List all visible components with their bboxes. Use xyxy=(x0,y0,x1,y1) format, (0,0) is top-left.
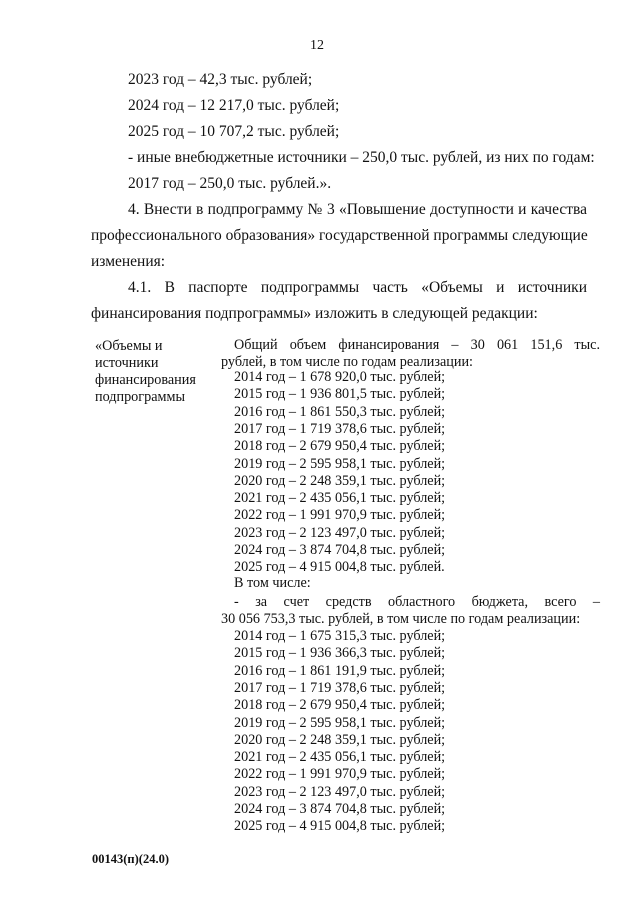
year-row: 2018 год – 2 679 950,4 тыс. рублей; xyxy=(234,697,446,714)
year-row: 2017 год – 1 719 378,6 тыс. рублей; xyxy=(234,679,446,696)
paragraph-line: финансирования подпрограммы» изложить в следующей редакции: xyxy=(91,305,538,322)
paragraph-line: изменения: xyxy=(91,253,166,270)
paragraph-line: профессионального образования» государственной программы следующие xyxy=(91,227,588,244)
year-row: 2025 год – 4 915 004,8 тыс. рублей. xyxy=(234,559,445,576)
year-row: 2015 год – 1 936 801,5 тыс. рублей; xyxy=(234,386,446,403)
table-label: «Объемы и xyxy=(95,338,163,354)
footer-code: 00143(п)(24.0) xyxy=(92,852,169,866)
table-label: подпрограммы xyxy=(95,389,185,405)
year-row: 2015 год – 1 936 366,3 тыс. рублей; xyxy=(234,645,446,662)
table-label: финансирования xyxy=(95,372,196,388)
year-row: 2016 год – 1 861 191,9 тыс. рублей; xyxy=(234,662,446,679)
text-line: 2017 год – 250,0 тыс. рублей.». xyxy=(128,175,332,192)
year-row: 2019 год – 2 595 958,1 тыс. рублей; xyxy=(234,714,446,731)
total-financing-cont: рублей, в том числе по годам реализации: xyxy=(221,354,473,370)
regional-budget-cont: 30 056 753,3 тыс. рублей, в том числе по годам реализации: xyxy=(221,611,581,627)
year-row: 2022 год – 1 991 970,9 тыс. рублей; xyxy=(234,507,446,524)
page-number: 12 xyxy=(310,38,324,53)
incl-label: В том числе: xyxy=(234,575,311,591)
year-row: 2016 год – 1 861 550,3 тыс. рублей; xyxy=(234,403,446,420)
year-row: 2021 год – 2 435 056,1 тыс. рублей; xyxy=(234,490,446,507)
year-row: 2018 год – 2 679 950,4 тыс. рублей; xyxy=(234,438,446,455)
year-row: 2021 год – 2 435 056,1 тыс. рублей; xyxy=(234,749,446,766)
text-line: - иные внебюджетные источники – 250,0 тыс. рублей, из них по годам: xyxy=(128,149,595,166)
year-row: 2014 год – 1 678 920,0 тыс. рублей; xyxy=(234,369,446,385)
year-row: 2025 год – 4 915 004,8 тыс. рублей; xyxy=(234,818,446,835)
year-row: 2022 год – 1 991 970,9 тыс. рублей; xyxy=(234,766,446,783)
year-row: 2020 год – 2 248 359,1 тыс. рублей; xyxy=(234,731,446,748)
text-line: 2025 год – 10 707,2 тыс. рублей; xyxy=(128,123,340,140)
year-row: 2023 год – 2 123 497,0 тыс. рублей; xyxy=(234,783,446,800)
paragraph-line: 4.1. В паспорте подпрограммы часть «Объемы и источники xyxy=(128,279,587,296)
text-line: 2024 год – 12 217,0 тыс. рублей; xyxy=(128,97,340,114)
year-row: 2019 год – 2 595 958,1 тыс. рублей; xyxy=(234,455,446,472)
year-row: 2024 год – 3 874 704,8 тыс. рублей; xyxy=(234,542,446,558)
year-row: 2023 год – 2 123 497,0 тыс. рублей; xyxy=(234,524,446,541)
year-row: 2014 год – 1 675 315,3 тыс. рублей; xyxy=(234,628,446,644)
regional-budget: - за счет средств областного бюджета, всего – xyxy=(234,594,600,610)
table-label: источники xyxy=(95,355,159,371)
year-row: 2017 год – 1 719 378,6 тыс. рублей; xyxy=(234,420,446,437)
year-row: 2024 год – 3 874 704,8 тыс. рублей; xyxy=(234,801,446,817)
text-line: 2023 год – 42,3 тыс. рублей; xyxy=(128,71,313,88)
paragraph-line: 4. Внести в подпрограмму № 3 «Повышение доступности и качества xyxy=(128,201,587,218)
total-financing: Общий объем финансирования – 30 061 151,6 тыс. xyxy=(234,337,600,353)
year-row: 2020 год – 2 248 359,1 тыс. рублей; xyxy=(234,472,446,489)
